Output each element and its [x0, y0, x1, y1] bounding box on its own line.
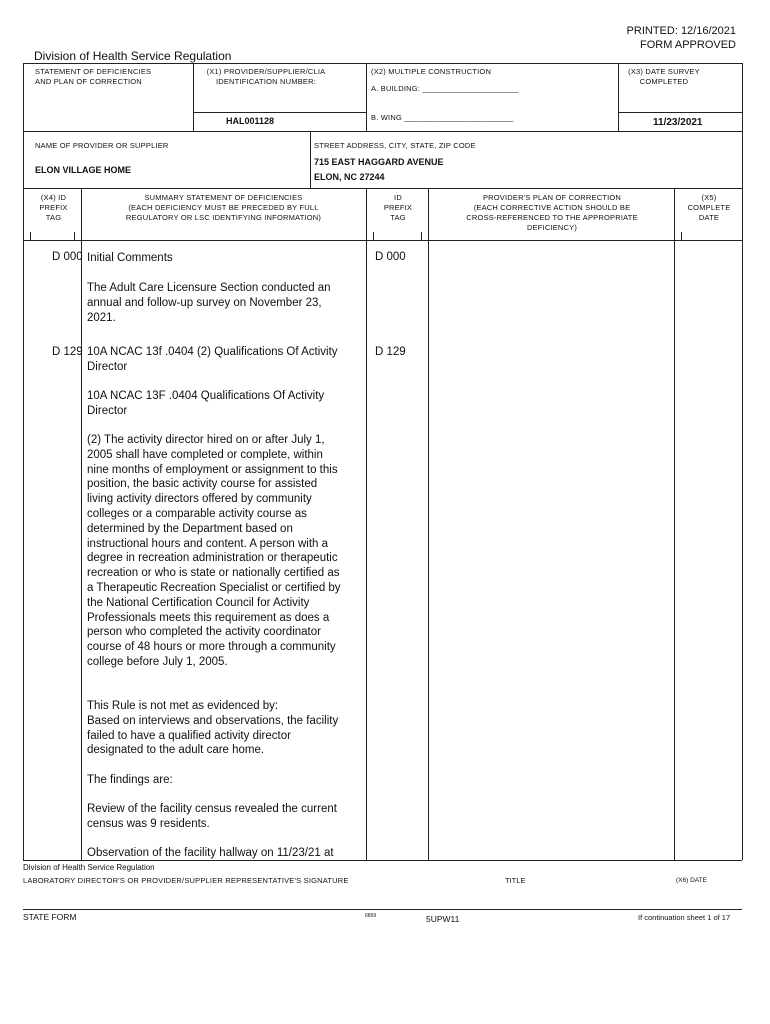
x2-label: (X2) MULTIPLE CONSTRUCTION: [371, 67, 492, 76]
d129-id-tag: D 129: [375, 346, 406, 358]
division-title: Division of Health Service Regulation: [34, 49, 232, 63]
provider-id: HAL001128: [226, 116, 275, 126]
footer-rule: [23, 909, 742, 910]
d129-evidence: This Rule is not met as evidenced by: Based on interviews and observations, the facility failed to have a qualified activity director designated to the adult care home.: [87, 700, 339, 757]
survey-date: 11/23/2021: [653, 117, 703, 128]
x1-label: (X1) PROVIDER/SUPPLIER/CLIA IDENTIFICATION NUMBER:: [206, 67, 326, 86]
provider-label: NAME OF PROVIDER OR SUPPLIER: [35, 141, 169, 150]
address-line1: 715 EAST HAGGARD AVENUE: [314, 157, 444, 167]
x5-header: (X5) COMPLETE DATE: [687, 193, 731, 222]
id-header: ID PREFIX TAG: [383, 193, 413, 222]
d129-findings: The findings are:: [87, 774, 173, 786]
form-approved: FORM APPROVED: [640, 39, 736, 51]
statement-label: STATEMENT OF DEFICIENCIES AND PLAN OF CORRECTION: [35, 67, 152, 86]
form-code: 6899: [365, 913, 377, 919]
printed-date: PRINTED: 12/16/2021: [626, 25, 736, 37]
d000-paragraph: The Adult Care Licensure Section conducted an annual and follow-up survey on November 23, 2021.: [87, 282, 331, 324]
address-label: STREET ADDRESS, CITY, STATE, ZIP CODE: [314, 141, 476, 150]
d129-observation: Observation of the facility hallway on 11/23/21 at: [87, 847, 334, 859]
title-label: TITLE: [505, 876, 526, 885]
wing-label: B. WING _________________________: [371, 113, 514, 122]
provider-name: ELON VILLAGE HOME: [35, 165, 132, 175]
d129-tag: D 129: [52, 346, 83, 358]
summary-header: SUMMARY STATEMENT OF DEFICIENCIES (EACH DEFICIENCY MUST BE PRECEDED BY FULL REGULATORY OR LSC IDENTIFYING INFORMATION): [125, 193, 322, 222]
address-line2: ELON, NC 27244: [314, 172, 385, 182]
x3-label: (X3) DATE SURVEY COMPLETED: [628, 67, 700, 86]
plan-header: PROVIDER'S PLAN OF CORRECTION (EACH CORRECTIVE ACTION SHOULD BE CROSS-REFERENCED TO THE APPROPRIATE DEFICIENCY): [466, 193, 638, 232]
signature-label: LABORATORY DIRECTOR'S OR PROVIDER/SUPPLIER REPRESENTATIVE'S SIGNATURE: [23, 876, 349, 885]
date-label: (X6) DATE: [676, 877, 707, 884]
continuation-label: If continuation sheet 1 of 17: [638, 913, 731, 922]
event-id: 5UPW11: [426, 914, 460, 924]
state-form-label: STATE FORM: [23, 912, 77, 922]
d000-title: Initial Comments: [87, 252, 173, 264]
d129-census: Review of the facility census revealed the current census was 9 residents.: [87, 803, 337, 830]
d000-id-tag: D 000: [375, 251, 406, 263]
building-label: A. BUILDING: ______________________: [371, 84, 519, 93]
footer-division: Division of Health Service Regulation: [23, 863, 155, 872]
d129-subtitle: 10A NCAC 13F .0404 Qualifications Of Activity Director: [87, 390, 325, 417]
x4-header: (X4) ID PREFIX TAG: [39, 193, 68, 222]
d129-title: 10A NCAC 13f .0404 (2) Qualifications Of Activity Director: [87, 346, 338, 373]
d129-rule-text: (2) The activity director hired on or after July 1, 2005 shall have completed or complete, within nine months of employment or assignment to this position, the basic activity course for assisted living activity directors offered by community colleges or a comparable activity course as determined by the Department based on instructional hours and content. A person with a degree in recreation administration or therapeutic recreation or who is state or nationally certified as a Therapeutic Recreation Specialist or certified by the National Certification Council for Activity Professionals meets this requirement as does a person who completed the activity coordinator course of 48 hours or more through a community college before July 1, 2005.: [87, 434, 341, 668]
d000-tag: D 000: [52, 251, 83, 263]
